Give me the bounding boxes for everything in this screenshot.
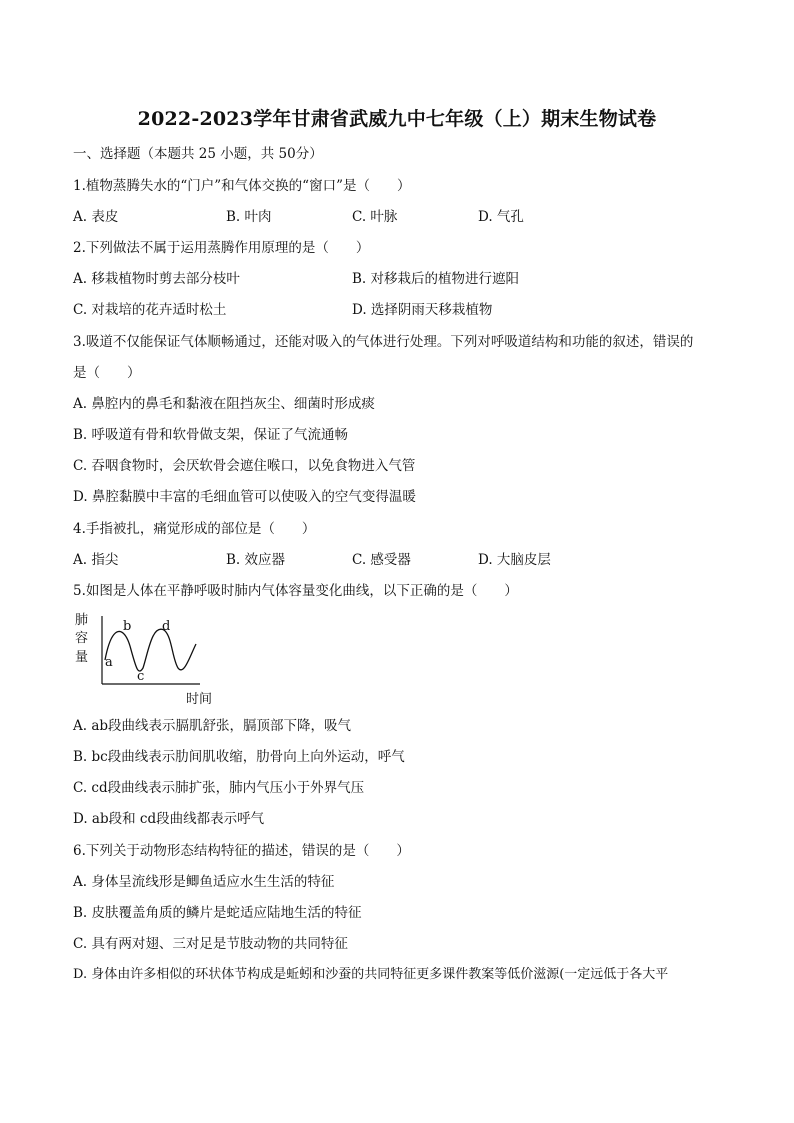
question-1-option-c: C. 叶脉 [352, 209, 398, 225]
section-heading: 一、选择题（本题共 25 小题，共 50分） [73, 146, 323, 162]
question-3-stem-line-1: 3.吸道不仅能保证气体顺畅通过，还能对吸入的气体进行处理。下列对呼吸道结构和功能的叙述，错误的 [73, 334, 694, 350]
question-1-option-a: A. 表皮 [73, 209, 119, 225]
question-6-option-c: C. 具有两对翅、三对足是节肢动物的共同特征 [73, 936, 348, 952]
question-4-option-b: B. 效应器 [226, 552, 286, 568]
question-6-option-d: D. 身体由许多相似的环状体节构成是蚯蚓和沙蚕的共同特征更多课件教案等低价滋源(一定远低于各大平 [73, 967, 669, 982]
question-3-option-a: A. 鼻腔内的鼻毛和黏液在阻挡灰尘、细菌时形成痰 [73, 396, 375, 412]
question-3-stem-line-2: 是（ ） [73, 365, 141, 381]
y-label-char-3: 量 [75, 650, 89, 665]
question-5-option-d: D. ab段和 cd段曲线都表示呼气 [73, 811, 265, 827]
question-4-option-a: A. 指尖 [73, 552, 119, 568]
question-1-option-b: B. 叶肉 [226, 209, 272, 225]
question-1-stem: 1.植物蒸腾失水的“门户”和气体交换的“窗口”是（ ） [73, 178, 411, 194]
question-5-stem: 5.如图是人体在平静呼吸时肺内气体容量变化曲线，以下正确的是（ ） [73, 583, 518, 599]
question-6-option-b: B. 皮肤覆盖角质的鳞片是蛇适应陆地生活的特征 [73, 905, 362, 921]
question-2-option-c: C. 对栽培的花卉适时松土 [73, 302, 227, 318]
question-2-option-a: A. 移栽植物时剪去部分枝叶 [73, 271, 240, 287]
question-5-option-c: C. cd段曲线表示肺扩张，肺内气压小于外界气压 [73, 780, 365, 796]
question-2-stem: 2.下列做法不属于运用蒸腾作用原理的是（ ） [73, 240, 370, 256]
point-label-c: c [137, 669, 145, 684]
lung-volume-figure [72, 608, 232, 708]
question-2-option-d: D. 选择阴雨天移栽植物 [352, 302, 493, 318]
question-3-option-b: B. 呼吸道有骨和软骨做支架，保证了气流通畅 [73, 427, 349, 443]
x-axis-label: 时间 [186, 692, 213, 707]
question-3-option-c: C. 吞咽食物时，会厌软骨会遮住喉口，以免食物进入气管 [73, 458, 416, 474]
question-1-option-d: D. 气孔 [478, 209, 524, 225]
question-4-option-c: C. 感受器 [352, 552, 411, 568]
question-6-stem: 6.下列关于动物形态结构特征的描述，错误的是（ ） [73, 843, 410, 859]
question-5-option-a: A. ab段曲线表示膈肌舒张，膈顶部下降，吸气 [73, 718, 352, 734]
point-label-b: b [123, 619, 132, 634]
page-title: 2022-2023学年甘肃省武威九中七年级（上）期末生物试卷 [137, 108, 657, 130]
question-4-option-d: D. 大脑皮层 [478, 552, 551, 568]
y-label-char-1: 肺 [75, 613, 89, 628]
question-6-option-a: A. 身体呈流线形是鲫鱼适应水生生活的特征 [73, 874, 335, 890]
point-label-a: a [105, 655, 113, 670]
question-5-option-b: B. bc段曲线表示肋间肌收缩，肋骨向上向外运动，呼气 [73, 749, 405, 765]
volume-curve [105, 629, 196, 671]
question-2-option-b: B. 对移栽后的植物进行遮阳 [352, 271, 520, 287]
point-label-d: d [162, 619, 171, 634]
question-3-option-d: D. 鼻腔黏膜中丰富的毛细血管可以使吸入的空气变得温暖 [73, 489, 416, 505]
y-label-char-2: 容 [75, 631, 89, 646]
question-4-stem: 4.手指被扎，痛觉形成的部位是（ ） [73, 521, 316, 537]
